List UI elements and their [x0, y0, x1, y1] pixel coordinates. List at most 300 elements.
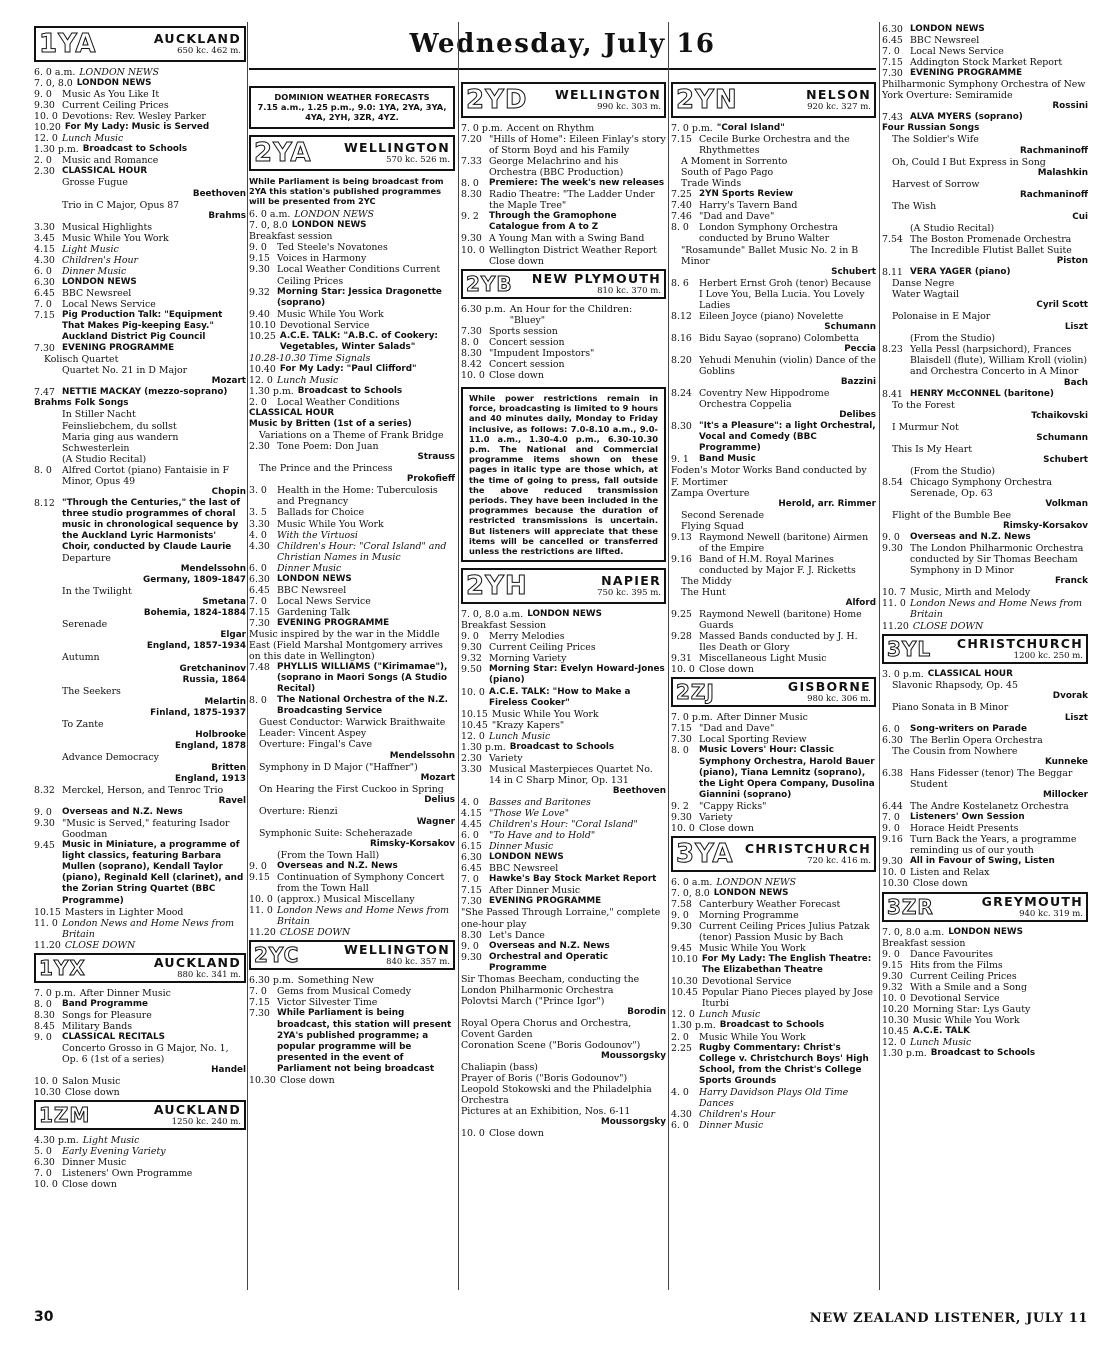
programme-time: 9.30: [461, 951, 482, 963]
weather-forecast-box: [249, 86, 455, 129]
composer: Cyril Scott: [1036, 300, 1088, 311]
station-frequency: 1250 kc. 240 m.: [171, 1117, 241, 1128]
programme-time: 11.20: [882, 620, 909, 632]
programme-item: [461, 797, 666, 808]
programme-item: [461, 687, 666, 709]
programme-item: [249, 320, 455, 331]
composer: Volkman: [1045, 499, 1088, 510]
composer: Alford: [845, 598, 876, 609]
station-frequency: 880 kc. 341 m.: [177, 969, 241, 980]
programme-item: [461, 742, 666, 753]
station-callsign: 2YN: [676, 85, 738, 115]
programme-item: [34, 155, 246, 166]
station-callsign: 2YH: [466, 571, 528, 602]
programme-item: [461, 211, 666, 233]
programme-title: Close down: [489, 369, 544, 381]
programme-time: 7.30: [461, 325, 482, 337]
programme-title: (From the Studio): [910, 465, 996, 477]
programme-title: Autumn: [62, 652, 100, 664]
programme-title: Overseas and N.Z. News: [62, 807, 183, 818]
programme-time: 8.16: [671, 332, 692, 344]
programme-title: Musical Masterpieces Quartet No. 14 in C Sharp Minor, Op. 131: [489, 763, 653, 786]
programme-item: [671, 521, 876, 532]
programme-item: [882, 878, 1088, 889]
programme-time: 7.40: [671, 200, 692, 212]
programme-time: 4.30: [34, 254, 55, 266]
programme-time: 3.30: [34, 221, 55, 233]
programme-item: [671, 801, 876, 812]
programme-title: Four Russian Songs: [882, 123, 980, 134]
programme-item: [671, 734, 876, 745]
programme-time: 11. 0: [34, 917, 58, 929]
programme-title: Broadcast to Schools: [82, 144, 188, 155]
composer: Handel: [211, 1065, 246, 1076]
programme-title: All in Favour of Swing, Listen: [910, 856, 1055, 867]
programme-title: HENRY McCONNEL (baritone): [910, 388, 1054, 399]
programme-time: 9. 1: [671, 454, 689, 466]
programme-title: 10.28-10.30 Time Signals: [249, 352, 371, 364]
programme-item: [34, 498, 246, 553]
programme-title: CLOSE DOWN: [912, 620, 984, 632]
programme-item: [882, 112, 1088, 123]
programme-time: 10. 0: [461, 686, 485, 698]
programme-item: [671, 1109, 876, 1120]
programme-item: [249, 997, 455, 1008]
programme-item: [461, 620, 666, 631]
programme-time: 1.30 p.m.: [34, 144, 79, 156]
programme-item: [249, 806, 455, 817]
programme-time: 3.30: [249, 518, 270, 530]
programme-time: 10.20: [34, 122, 61, 134]
station-city: GISBORNE: [787, 679, 871, 695]
programme-time: 9. 0: [34, 1031, 52, 1043]
programme-time: 9. 0: [671, 910, 689, 921]
programme-item: [671, 1043, 876, 1087]
programme-item: [34, 166, 246, 177]
programme-item: [249, 397, 455, 408]
programme-time: 4.30 p.m.: [34, 1135, 79, 1147]
programme-time: 4. 0: [461, 796, 479, 808]
programme-title: Lunch Music: [699, 1009, 761, 1021]
programme-item: [461, 974, 666, 996]
programme-title: LONDON NEWS: [713, 887, 789, 898]
programme-item: [34, 818, 246, 840]
programme-title: The National Orchestra of the N.Z. Broadcasting Service: [277, 695, 449, 717]
programme-title: Bidu Sayao (soprano) Colombetta: [699, 332, 859, 344]
programme-title: BBC Newsreel: [277, 584, 347, 596]
programme-title: I Murmur Not: [892, 421, 959, 433]
programme-item: [34, 299, 246, 310]
programme-title: Local News Service: [62, 298, 156, 310]
programme-item: [671, 554, 876, 576]
station-header: [249, 940, 455, 970]
programme-item: [882, 543, 1088, 576]
programme-time: 7. 0: [882, 46, 900, 58]
programme-time: 8. 0: [671, 222, 689, 234]
programme-item: [461, 326, 666, 337]
programme-title: Overture: Rienzi: [259, 805, 338, 817]
programme-item: [882, 344, 1088, 377]
programme-item: [34, 255, 246, 266]
composer: Holbrooke: [195, 729, 246, 740]
programme-title: Harry Davidson Plays Old Time Dances: [699, 1086, 849, 1109]
programme-item: [249, 872, 455, 894]
programme-item: [882, 400, 1088, 411]
programme-title: LONDON NEWS: [79, 67, 159, 78]
programme-time: 6.45: [461, 863, 482, 875]
programme-title: "Cappy Ricks": [699, 800, 767, 812]
programme-title: (From the Town Hall): [277, 849, 380, 861]
programme-time: 7.54: [882, 233, 903, 245]
programme-title: Current Ceiling Prices: [62, 100, 169, 112]
programme-time: 11.20: [249, 927, 276, 939]
programme-item: [249, 607, 455, 618]
station-info: [937, 637, 1083, 661]
programme-item: [461, 189, 666, 211]
programme-item: [249, 927, 455, 938]
programme-title: Current Ceiling Prices Julius Patzak (tenor) Passion Music by Bach: [699, 921, 870, 944]
programme-title: Music by Britten (1st of a series): [249, 419, 412, 430]
programme-title: Music As You Like It: [62, 89, 160, 101]
programme-title: Music inspired by the war in the Middle East (Field Marshal Montgomery arrives on this date in Wellington): [249, 629, 443, 663]
programme-item: [461, 930, 666, 941]
programme-time: 12. 0: [249, 374, 273, 386]
programme-item: [671, 976, 876, 987]
programme-title: Local Weather Conditions: [277, 397, 400, 409]
programme-time: 7.30: [461, 896, 482, 908]
programme-item: [882, 971, 1088, 982]
programme-item: [882, 724, 1088, 735]
programme-time: 9.32: [249, 286, 270, 298]
station-frequency: 650 kc. 462 m.: [177, 46, 241, 56]
programme-title: Broadcast to Schools: [719, 1020, 825, 1031]
programme-item: [671, 664, 876, 675]
programme-title: Dinner Music: [699, 1119, 764, 1131]
programme-title: With a Smile and a Song: [910, 981, 1027, 993]
composer: Finland, 1875-1937: [150, 707, 246, 718]
station-frequency: 1200 kc. 250 m.: [1013, 650, 1083, 661]
programme-time: 10. 0: [882, 992, 906, 1004]
programme-title: LONDON NEWS: [716, 876, 796, 888]
programme-title: For My Lady: Music is Served: [64, 122, 210, 133]
programme-title: Close down: [62, 1179, 117, 1191]
programme-title: Music While You Work: [491, 708, 599, 720]
programme-item: [882, 1048, 1088, 1059]
programme-item: [34, 177, 246, 188]
programme-item: [461, 808, 666, 819]
programme-item: [671, 388, 876, 410]
composer: Ravel: [218, 796, 246, 807]
programme-item: [882, 223, 1088, 234]
programme-title: The Soldier's Wife: [892, 134, 979, 146]
programme-item: [671, 1032, 876, 1043]
programme-item: [34, 1135, 246, 1146]
station-frequency: 990 kc. 303 m.: [597, 102, 661, 112]
programme-time: 7.30: [671, 734, 692, 746]
programme-title: A Young Man with a Swing Band: [489, 233, 645, 245]
programme-item: [34, 1076, 246, 1087]
programme-title: Music While You Work: [699, 1031, 806, 1043]
programme-title: Morning Star: Evelyn Howard-Jones (piano): [489, 664, 665, 686]
programme-item: [882, 680, 1088, 691]
programme-title: Trio in C Major, Opus 87: [62, 199, 180, 211]
programme-time: 8. 0: [461, 178, 479, 190]
programme-title: A.C.E. TALK: [912, 1025, 970, 1036]
programme-item: [249, 574, 455, 585]
programme-item: [882, 735, 1088, 746]
station-info: [534, 88, 662, 112]
programme-time: 7.25: [671, 189, 692, 201]
programme-title: CLASSICAL HOUR: [62, 166, 148, 177]
station-city: CHRISTCHURCH: [744, 840, 871, 856]
programme-item: [671, 910, 876, 921]
programme-title: Let's Dance: [489, 929, 545, 941]
programme-item: [34, 310, 246, 343]
programme-time: 8.30: [34, 1009, 55, 1021]
programme-title: Broadcast to Schools: [297, 385, 403, 396]
programme-title: The Hunt: [681, 586, 726, 598]
programme-item: [882, 267, 1088, 278]
composer: Delibes: [839, 410, 876, 421]
programme-time: 9. 0: [882, 948, 900, 960]
power-restrictions-notice: While power restrictions remain in force, broadcasting is limited to 9 hours and 40 minutes daily, Monday to Friday inclusive, as follows: 7.0-8.10 a.m., 9.0-11.0 a.m., 1.30-4.0 p.m., 6.30-10.30 p.m. The National and Commercial programme items shown on these pages in italic type are those which, at the time of going to press, fall outside the above reduced transmission periods. They have been included in the programmes because the duration of restricted transmissions is uncertain. But listeners will appreciate that these items will be cancelled or transferred unless the restrictions are lifted.: [461, 387, 666, 562]
programme-item: [671, 823, 876, 834]
programme-item: [34, 67, 246, 78]
programme-title: Band Music: [699, 454, 756, 465]
programme-time: 8. 0: [249, 695, 267, 707]
programme-title: Coronation Scene ("Boris Godounov"): [461, 1040, 641, 1052]
programme-title: Symphony in D Major ("Haffner"): [259, 761, 418, 773]
programme-title: Close down: [279, 1074, 335, 1086]
programme-title: Yella Pessl (harpsichord), Frances Blaisdell (flute), William Kroll (violin) and Orchestra Concerto in A Minor: [910, 344, 1088, 378]
programme-time: 7.15: [671, 134, 692, 146]
station-frequency: 720 kc. 416 m.: [807, 855, 871, 866]
programme-title: Morning Star: Jessica Dragonette (soprano): [277, 286, 442, 308]
programme-time: 1.30 p.m.: [671, 1020, 716, 1032]
station-frequency: 980 kc. 306 m.: [807, 694, 871, 705]
programme-title: Music While You Work: [912, 1014, 1020, 1026]
composer: Rachmaninoff: [1020, 189, 1088, 200]
programme-title: Coventry New Hippodrome Orchestra Coppelia: [699, 388, 830, 411]
programme-item: [671, 712, 876, 723]
composer: Bohemia, 1824-1884: [143, 608, 246, 619]
programme-time: 10. 0: [34, 111, 58, 123]
programme-item: [461, 631, 666, 642]
programme-time: 10. 0: [671, 664, 695, 676]
programme-item: [671, 465, 876, 487]
programme-item: [461, 609, 666, 620]
station-info: [318, 141, 450, 165]
programme-title: Premiere: The week's new releases: [489, 178, 665, 189]
programme-time: 10. 0: [34, 1076, 58, 1088]
programme-title: Song-writers on Parade: [910, 723, 1027, 734]
programme-title: Music While You Work: [277, 518, 384, 530]
composer: Elgar: [220, 630, 246, 641]
programme-time: 7.30: [34, 343, 55, 355]
programme-item: [34, 652, 246, 663]
programme-title: Music and Romance: [62, 155, 159, 167]
programme-item: [461, 245, 666, 267]
programme-title: Dinner Music: [62, 1157, 127, 1169]
programme-time: 6.38: [882, 768, 903, 779]
programme-title: Flying Squad: [681, 520, 744, 532]
programme-title: Concerto Grosso in G Major, No. 1, Op. 6 (1st of a series): [62, 1042, 229, 1066]
programme-time: 2.25: [671, 1042, 692, 1054]
programme-title: Massed Bands conducted by J. H. Iles Death or Glory: [699, 631, 858, 654]
programme-title: (From the Studio): [910, 333, 996, 345]
programme-title: Danse Negre: [892, 278, 955, 290]
programme-time: 12. 0: [34, 133, 58, 145]
programme-time: 9.30: [34, 100, 55, 112]
programme-item: [882, 157, 1088, 168]
programme-item: [34, 719, 246, 730]
programme-item: [671, 888, 876, 899]
programme-item: [671, 587, 876, 598]
programme-item: [249, 739, 455, 750]
programme-time: 9.15: [249, 872, 270, 884]
station-city: NAPIER: [601, 573, 661, 589]
composer: Schubert: [1043, 454, 1088, 465]
programme-time: 2. 0: [249, 397, 267, 409]
programme-item: [882, 867, 1088, 878]
programme-title: LONDON NEWS: [910, 24, 985, 34]
composer: Mozart: [420, 772, 455, 783]
programme-item: [882, 46, 1088, 57]
programme-title: Band Programme: [62, 998, 148, 1009]
programme-title: The London Philharmonic Orchestra conducted by Sir Thomas Beecham Symphony in D Minor: [910, 543, 1084, 577]
programme-title: Lunch Music: [62, 133, 124, 145]
programme-time: 7. 0 p.m.: [671, 712, 713, 724]
programme-time: 10.30: [34, 1087, 61, 1099]
programme-title: Accent on Rhythm: [506, 123, 595, 134]
composer: Chopin: [211, 486, 246, 497]
programme-title: Children's Hour: [699, 1108, 775, 1120]
programme-title: Close down: [64, 1087, 120, 1099]
programme-title: CLASSICAL HOUR: [927, 668, 1013, 679]
page-number: 30: [34, 1309, 54, 1325]
programme-item: [34, 111, 246, 122]
programme-item: [671, 211, 876, 222]
programme-title: EVENING PROGRAMME: [489, 896, 602, 907]
station-header: [671, 82, 876, 118]
programme-title: Current Ceiling Prices: [910, 970, 1017, 982]
composer: England, 1878: [175, 740, 246, 751]
programme-title: Grosse Fugue: [62, 177, 128, 189]
programme-item: [671, 745, 876, 800]
programme-item: [882, 1026, 1088, 1037]
programme-time: 8.11: [882, 267, 903, 279]
programme-time: 8.20: [671, 354, 692, 366]
programme-item: [671, 631, 876, 653]
column-5: [882, 24, 1088, 1059]
programme-item: [461, 874, 666, 885]
programme-title: The Andre Kostelanetz Orchestra: [910, 801, 1069, 813]
composer: Bach: [1063, 377, 1088, 388]
programme-item: [882, 938, 1088, 949]
programme-title: Zampa Overture: [671, 487, 750, 499]
programme-title: Chaliapin (bass): [461, 1062, 538, 1074]
programme-title: Military Bands: [62, 1020, 133, 1032]
programme-time: 6. 0: [882, 723, 900, 735]
programme-title: Departure: [62, 553, 111, 565]
column-2: [249, 80, 455, 1086]
programme-item: [882, 960, 1088, 971]
programme-item: [34, 443, 246, 454]
composer: Herold, arr. Rimmer: [778, 498, 876, 509]
station-header: [34, 26, 246, 62]
programme-time: 10. 0: [671, 822, 695, 834]
programme-time: 3. 5: [249, 507, 267, 519]
column-rule: [879, 22, 880, 1290]
programme-time: 9.30: [34, 818, 55, 830]
station-info: [96, 1103, 241, 1127]
programme-time: 9. 2: [461, 211, 479, 223]
programme-item: [249, 353, 455, 364]
programme-title: Turn Back the Years, a programme reminding us of our youth: [910, 834, 1077, 857]
forecast-title: DOMINION WEATHER FORECASTS: [274, 92, 430, 102]
programme-time: 6. 0 a.m.: [34, 67, 76, 78]
programme-title: Breakfast session: [249, 231, 333, 243]
programme-item: [461, 664, 666, 686]
programme-time: 10. 0: [461, 1128, 485, 1140]
programme-item: [249, 905, 455, 927]
programme-item: [249, 386, 455, 397]
programme-item: [34, 398, 246, 409]
programme-item: [34, 988, 246, 999]
composer: Mendelssohn: [180, 564, 246, 575]
composer: England, 1913: [175, 774, 246, 784]
programme-title: (A Studio Recital): [62, 453, 147, 465]
programme-item: [461, 304, 666, 326]
station-city: WELLINGTON: [554, 87, 661, 102]
programme-item: [882, 801, 1088, 812]
programme-time: 9. 0: [882, 823, 900, 835]
programme-item: [882, 669, 1088, 680]
programme-item: [671, 488, 876, 499]
composer: Delius: [424, 794, 455, 805]
programme-time: 10.45: [882, 1025, 909, 1037]
programme-time: 8.41: [882, 388, 903, 400]
programme-time: 10.30: [671, 976, 698, 988]
station-header: [882, 892, 1088, 922]
programme-item: [671, 134, 876, 156]
programme-item: [249, 717, 455, 728]
programme-item: [249, 364, 455, 375]
programme-time: 10.15: [34, 906, 61, 918]
programme-time: 12. 0: [882, 1036, 906, 1048]
programme-item: [34, 999, 246, 1010]
programme-item: [249, 762, 455, 773]
programme-title: In the Twilight: [62, 586, 132, 598]
programme-item: [882, 179, 1088, 190]
programme-item: [671, 245, 876, 267]
station-frequency: 810 kc. 370 m.: [597, 285, 661, 296]
programme-time: 4.15: [461, 808, 482, 820]
programme-item: [461, 952, 666, 974]
station-header: [34, 1100, 246, 1130]
programme-title: Local News Service: [910, 46, 1004, 58]
programme-item: [34, 233, 246, 244]
composer: Liszt: [1064, 712, 1088, 723]
programme-item: [671, 278, 876, 311]
programme-item: [34, 78, 246, 89]
station-header: [671, 677, 876, 707]
programme-title: Addington Stock Market Report: [910, 57, 1063, 69]
programme-time: 9.30: [882, 970, 903, 982]
programme-item: [671, 1009, 876, 1020]
programme-time: 9. 0: [461, 940, 479, 952]
programme-time: 8.30: [461, 929, 482, 941]
